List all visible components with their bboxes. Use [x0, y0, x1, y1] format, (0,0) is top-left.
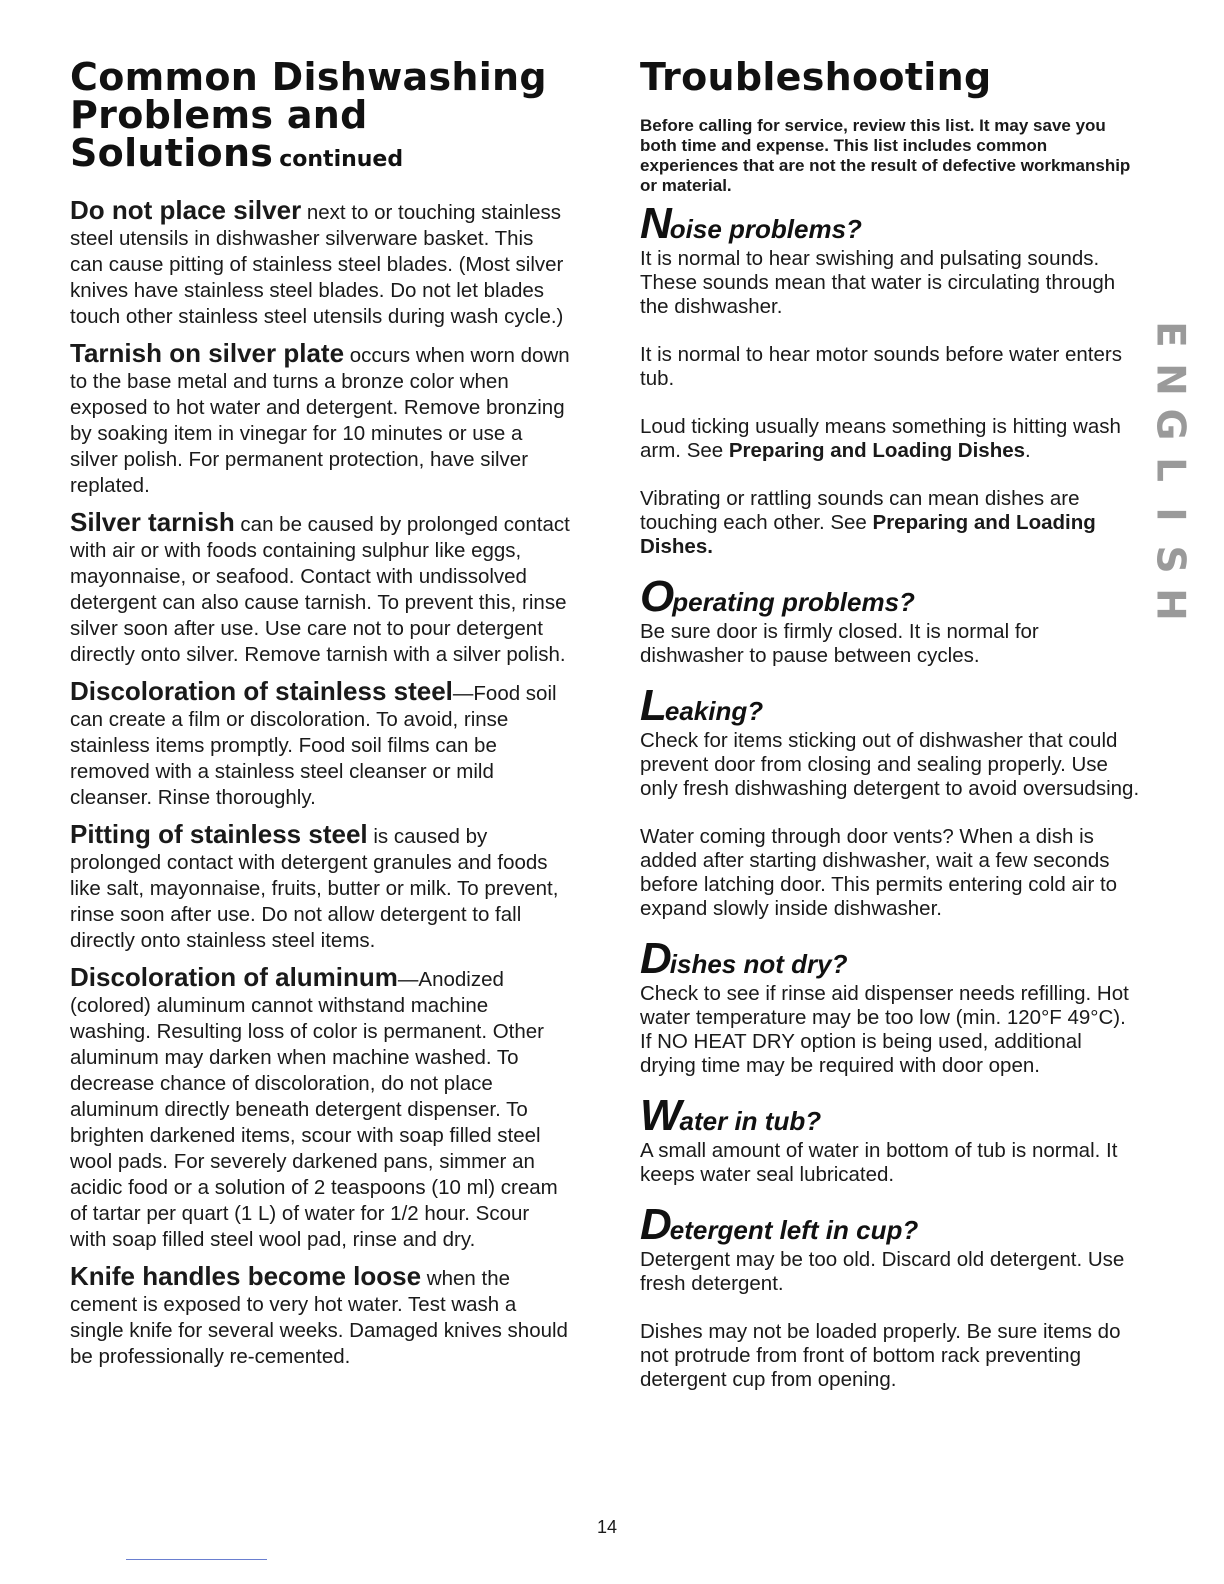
troubleshooting-title: Troubleshooting [640, 55, 992, 99]
left-column [70, 55, 570, 1380]
left-title-line1: Common Dishwashing [70, 55, 547, 99]
para-silver-placement: Do not place silver next to or touching stainless steel utensils in dishwasher silverware basket. This can cause pitting of stainless steel blades. (Most silver knives have stainless steel blades. Do not let blades touch other stainless steel utensils during wash cycle.) [70, 195, 564, 328]
side-tab-letter: S [1147, 545, 1193, 574]
para-tarnish-plate: Tarnish on silver plate occurs when worn down to the base metal and turns a bronze color when exposed to hot water and detergent. Remove bronzing by soaking item in vinegar for 10 minutes or use a silver polish. For permanent protection, have silver replated. [70, 338, 570, 497]
heading-noise: Noise problems? [640, 199, 862, 248]
noise-para-4: Vibrating or rattling sounds can mean dishes are touching each other. See Preparing and Loading Dishes. [640, 487, 1096, 558]
side-tab-letter: E [1147, 321, 1193, 348]
language-side-tab [1147, 312, 1193, 627]
heading-water-in-tub: Water in tub? [640, 1091, 822, 1140]
bottom-divider [126, 1559, 267, 1560]
heading-detergent-left: Detergent left in cup? [640, 1200, 919, 1249]
para-silver-tarnish: Silver tarnish can be caused by prolonged contact with air or with foods containing sulphur like eggs, mayonnaise, or seafood. Contact with undissolved detergent can also cause tarnish. To prevent this, rinse silver soon after use. Use care not to pour detergent directly onto silver. Remove tarnish with a silver polish. [70, 507, 570, 666]
leaking-para-1: Check for items sticking out of dishwasher that could prevent door from closing and sealing properly. Use only fresh dishwashing detergent to avoid oversudsing. [640, 729, 1140, 800]
operating-para-1: Be sure door is firmly closed. It is normal for dishwasher to pause between cycles. [640, 620, 1039, 667]
left-title-line3: Solutions [70, 131, 274, 175]
troubleshooting-intro: Before calling for service, review this list. It may save you both time and expense. This list includes common experiences that are not the result of defective workmanship or material. [640, 116, 1131, 195]
para-pitting-steel: Pitting of stainless steel is caused by prolonged contact with detergent granules and foods like salt, mayonnaise, fruits, butter or milk. To prevent, rinse soon after use. Do not allow detergent to fall directly onto stainless steel items. [70, 819, 559, 952]
side-tab-letter: I [1147, 507, 1193, 522]
left-title [70, 55, 570, 179]
detergent-para-2: Dishes may not be loaded properly. Be sure items do not protrude from front of bottom rack preventing detergent cup from opening. [640, 1320, 1121, 1391]
heading-leaking: Leaking? [640, 681, 764, 730]
page-number: 14 [597, 1517, 618, 1537]
left-title-continued: continued [279, 147, 404, 172]
heading-operating: Operating problems? [640, 572, 915, 621]
para-discoloration-steel: Discoloration of stainless steel—Food soil can create a film or discoloration. To avoid, rinse stainless items promptly. Food soil films can be removed with a stainless steel cleanser or mild cleanser. Rinse thoroughly. [70, 676, 557, 809]
leaking-para-2: Water coming through door vents? When a dish is added after starting dishwasher, wait a few seconds before latching door. This permits entering cold air to expand slowly inside dishwasher. [640, 825, 1118, 920]
heading-dishes-not-dry: Dishes not dry? [640, 934, 848, 983]
side-tab-letter: G [1147, 408, 1193, 441]
para-knife-handles: Knife handles become loose when the cement is exposed to very hot water. Test wash a single knife for several weeks. Damaged knives should be professionally re-cemented. [70, 1261, 568, 1368]
dishes-para-1: Check to see if rinse aid dispenser needs refilling. Hot water temperature may be too low (min. 120°F 49°C). If NO HEAT DRY option is being used, additional drying time may be required with door open. [640, 982, 1129, 1077]
side-tab-letter: N [1147, 363, 1193, 396]
water-para-1: A small amount of water in bottom of tub is normal. It keeps water seal lubricated. [640, 1139, 1118, 1186]
side-tab-letter: H [1147, 588, 1193, 621]
left-title-line2: Problems and [70, 93, 368, 137]
detergent-para-1: Detergent may be too old. Discard old detergent. Use fresh detergent. [640, 1248, 1125, 1295]
noise-para-1: It is normal to hear swishing and pulsating sounds. These sounds mean that water is circulating through the dishwasher. [640, 247, 1116, 318]
noise-para-3: Loud ticking usually means something is hitting wash arm. See Preparing and Loading Dishes. [640, 415, 1121, 462]
side-tab-letter: L [1147, 457, 1193, 482]
right-column [640, 55, 1140, 1416]
noise-para-2: It is normal to hear motor sounds before water enters tub. [640, 343, 1122, 390]
para-discoloration-aluminum: Discoloration of aluminum—Anodized (colored) aluminum cannot withstand machine washing. Resulting loss of color is permanent. Other aluminum may darken when machine washed. To decrease chance of discoloration, do not place aluminum directly beneath detergent dispenser. To brighten darkened items, scour with soap filled steel wool pads. For severely darkened pans, simmer an acidic food or a solution of 2 teaspoons (10 ml) cream of tartar per quart (1 L) of water for 1/2 hour. Scour with soap filled steel wool pad, rinse and dry. [70, 962, 558, 1251]
